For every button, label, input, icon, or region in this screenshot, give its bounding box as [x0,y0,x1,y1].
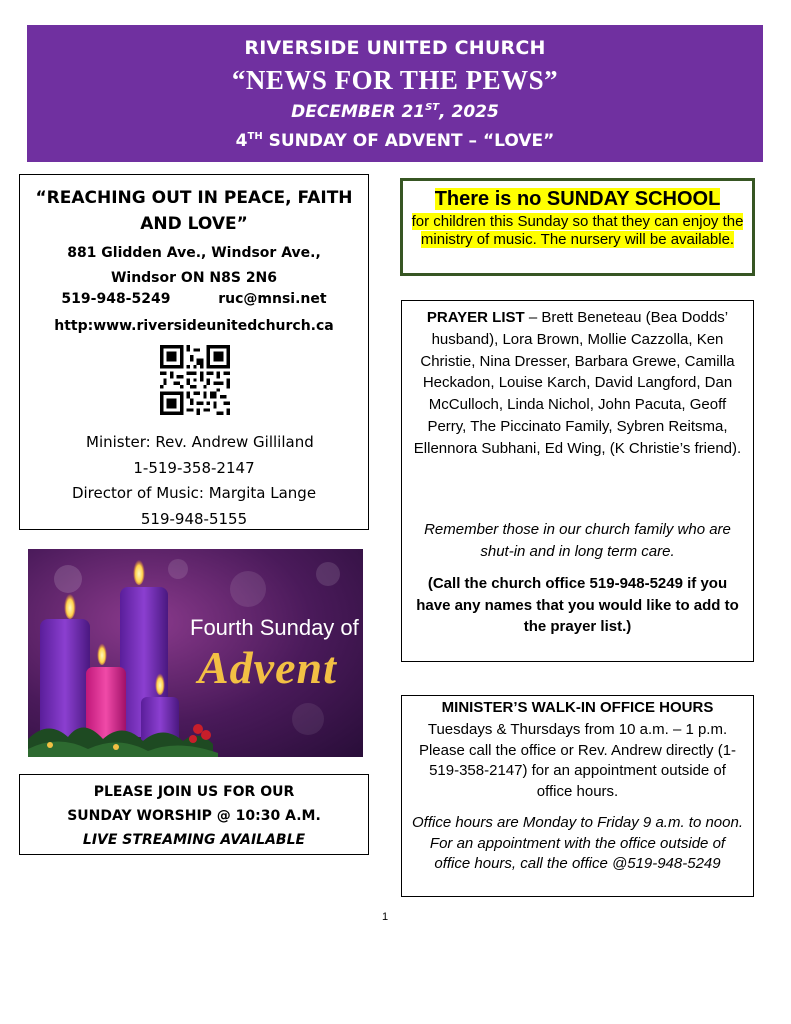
live-streaming-note: LIVE STREAMING AVAILABLE [82,832,306,848]
sunday-title: 4TH SUNDAY OF ADVENT – “LOVE” [235,131,555,151]
prayer-remember-note: Remember those in our church family who are shut-in and in long term care. [424,521,731,560]
church-motto: “REACHING OUT IN PEACE, FAITH AND LOVE” [35,188,353,234]
sunday-school-body: for children this Sunday so that they can enjoy the ministry of music. The nursery will be available. [411,213,744,248]
minister-phone: 1-519-358-2147 [133,459,255,477]
sunday-school-notice [400,178,755,276]
music-director: Director of Music: Margita Lange [71,484,317,502]
prayer-list-names: PRAYER LIST – Brett Beneteau (Bea Dodds’ husband), Lora Brown, Mollie Cazzolla, Ken Christie, Nina Dresser, Barbara Grewe, Camilla Heckadon, Louise Karch, David Langford, Dan McCulloch, Linda Nichol, John Pacuta, Geoff Perry, The Piccinato Family, Sybren Reitsma, Ellennora Subhani, Ed Wing, (K Christie’s friend). [413,309,742,457]
church-website[interactable]: http:www.riversideunitedchurch.ca [54,318,334,334]
church-phone: 519-948-5249 [61,291,171,307]
church-address: 881 Glidden Ave., Windsor Ave., Windsor ON N8S 2N6 [67,245,321,286]
church-info-box [19,174,369,530]
advent-caption-line2: Advent [198,642,337,693]
qr-code-icon [160,345,230,415]
contact-row [20,291,368,307]
church-name: RIVERSIDE UNITED CHURCH [244,37,546,59]
office-hours-note: Office hours are Monday to Friday 9 a.m. to noon. For an appointment with the office outside of office hours, call the office @519-948-5249 [412,814,743,872]
minister-name: Minister: Rev. Andrew Gilliland [86,433,314,451]
office-hours-header: MINISTER’S WALK-IN OFFICE HOURS [441,699,714,716]
music-director-phone: 519-948-5155 [140,510,248,528]
sunday-school-headline: There is no SUNDAY SCHOOL [434,188,721,210]
newsletter-title: “NEWS FOR THE PEWS” [231,65,559,95]
office-hours-body: Tuesdays & Thursdays from 10 a.m. – 1 p.m. Please call the office or Rev. Andrew directly (1-519-358-2147) for an appointment outside of office hours. [418,721,737,800]
advent-caption-line1: Fourth Sunday of [190,615,359,640]
worship-line1: PLEASE JOIN US FOR OUR [93,784,295,800]
header-banner [27,25,763,162]
prayer-list-box [401,300,754,662]
newsletter-date: DECEMBER 21ST, 2025 [291,102,499,122]
worship-line2: SUNDAY WORSHIP @ 10:30 A.M. [67,808,321,824]
worship-box [19,774,369,855]
advent-image [28,549,363,757]
page-number: 1 [382,911,389,923]
prayer-call-note: (Call the church office 519-948-5249 if you have any names that you would like to add to the prayer list.) [416,575,739,635]
church-email[interactable]: ruc@mnsi.net [218,291,327,307]
office-hours-box [401,695,754,897]
